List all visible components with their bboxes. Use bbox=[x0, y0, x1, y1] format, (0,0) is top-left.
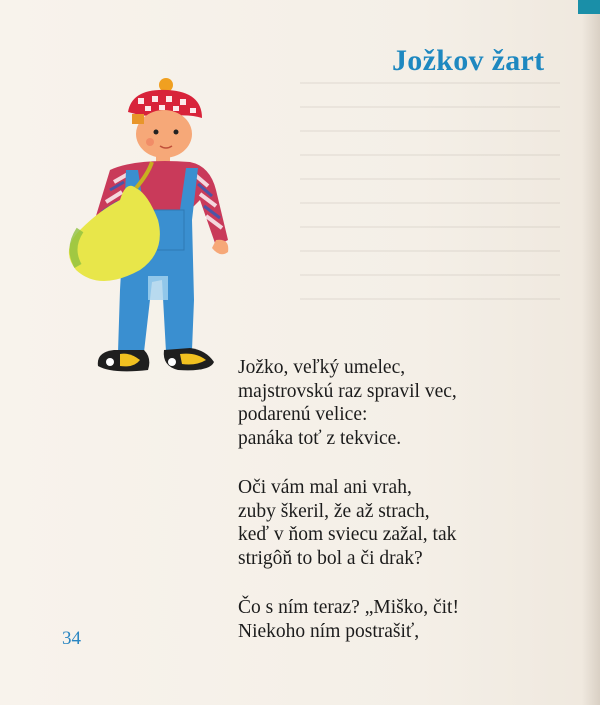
poem-line: Čo s ním teraz? „Miško, čit! bbox=[238, 597, 459, 618]
poem bbox=[238, 356, 538, 669]
stanza-2 bbox=[238, 476, 538, 570]
stanza-3 bbox=[238, 596, 538, 643]
poem-line: Niekoho ním postrašiť, bbox=[238, 620, 420, 642]
poem-line: strigôň to bol a či drak? bbox=[238, 547, 423, 569]
poem-line: Oči vám mal ani vrah, bbox=[238, 477, 412, 498]
corner-color-tab bbox=[578, 0, 600, 14]
boy-with-pumpkin-illustration bbox=[40, 70, 240, 390]
poem-line: majstrovskú raz spravil vec, bbox=[238, 380, 457, 402]
spine-shadow bbox=[582, 0, 600, 705]
page-number: 34 bbox=[62, 628, 81, 649]
poem-line: panáka toť z tekvice. bbox=[238, 427, 402, 449]
show-through-texture bbox=[300, 60, 560, 300]
page-title: Jožkov žart bbox=[392, 44, 545, 77]
poem-line: Jožko, veľký umelec, bbox=[238, 357, 406, 378]
poem-line: podarenú velice: bbox=[238, 404, 368, 425]
stanza-1 bbox=[238, 356, 538, 450]
poem-line: zuby škeril, že až strach, bbox=[238, 500, 430, 522]
poem-line: keď v ňom sviecu zažal, tak bbox=[238, 524, 457, 545]
